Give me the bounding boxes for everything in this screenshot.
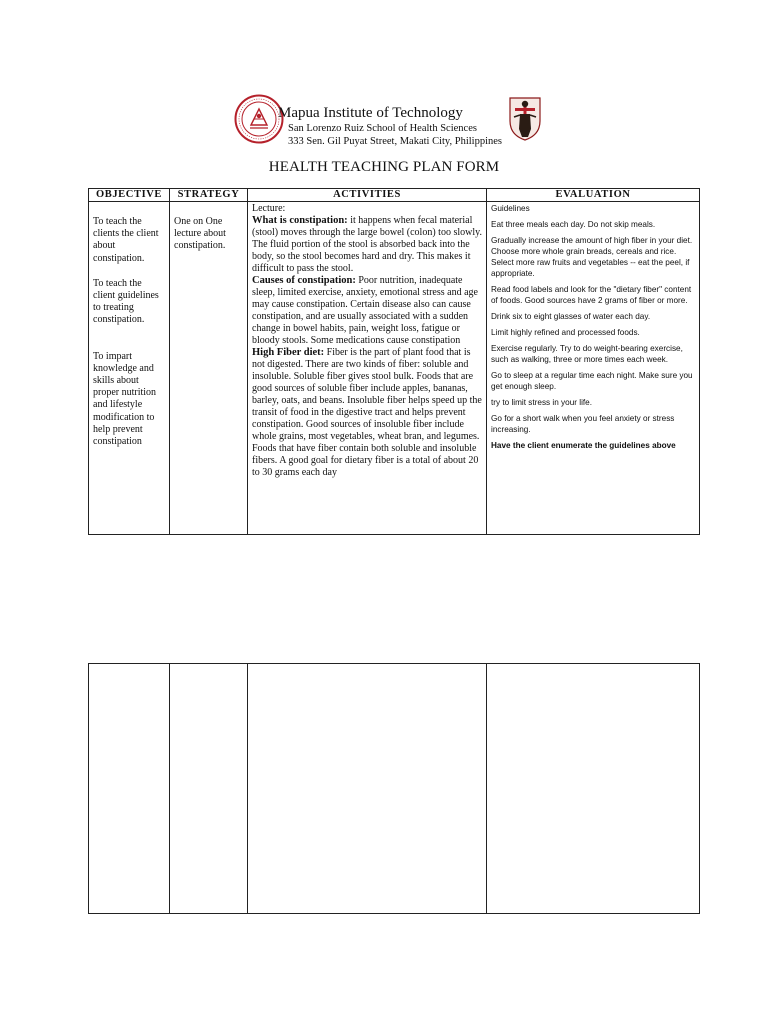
blank-continuation-table bbox=[88, 663, 700, 914]
empty-cell bbox=[170, 664, 248, 914]
guideline-item: Limit highly refined and processed foods. bbox=[491, 328, 640, 337]
section-heading: High Fiber diet: bbox=[252, 347, 325, 358]
table-header-row bbox=[89, 189, 700, 202]
guidelines-heading: Guidelines bbox=[491, 204, 530, 213]
guideline-item: Go for a short walk when you feel anxiety or stress increasing. bbox=[491, 414, 675, 434]
guideline-item: Gradually increase the amount of high fiber in your diet. Choose more whole grain breads, cereals and rice. Select more raw fruits and vegetables -- eat the peel, if appropriate. bbox=[491, 236, 693, 278]
objective-item: To teach the clients the client about constipation. bbox=[93, 216, 159, 264]
institution-name: Mapua Institute of Technology bbox=[278, 105, 463, 121]
school-address: 333 Sen. Gil Puyat Street, Makati City, Philippines bbox=[288, 136, 502, 147]
section-heading: What is constipation: bbox=[252, 215, 348, 226]
objective-header: OBJECTIVE bbox=[89, 189, 170, 202]
objective-item: To impart knowledge and skills about proper nutrition and lifestyle modification to help prevent constipation bbox=[93, 350, 157, 448]
activities-cell bbox=[248, 202, 487, 535]
school-emblem-icon bbox=[506, 95, 544, 141]
activities-header: ACTIVITIES bbox=[248, 189, 487, 202]
table-row bbox=[89, 664, 700, 914]
section-text: Fiber is the part of plant food that is not digested. There are two kinds of fiber: soluble and insoluble. Soluble fiber gives stool bulk. Foods that are good sources of soluble fiber include apples, bananas, barley, oats, and beans. Insoluble fiber helps speed up the transit of food in the digestive tract and helps prevent constipation. Good sources of insoluble fiber include whole grains, most vegetables, wheat bran, and legumes. Foods that have fiber contain both soluble and insoluble fibers. A good goal for dietary fiber is a total of about 20 to 30 grams each day bbox=[252, 347, 482, 478]
empty-cell bbox=[248, 664, 487, 914]
guideline-item: Eat three meals each day. Do not skip meals. bbox=[491, 220, 656, 229]
lecture-label: Lecture: bbox=[252, 203, 286, 214]
school-name: San Lorenzo Ruiz School of Health Sciences bbox=[288, 123, 477, 134]
guideline-item: Exercise regularly. Try to do weight-bearing exercise, such as walking, three or more times each week. bbox=[491, 344, 683, 364]
table-row bbox=[89, 202, 700, 535]
guideline-item: Read food labels and look for the "dietary fiber" content of foods. Good sources have 2 grams of fiber or more. bbox=[491, 285, 692, 305]
guideline-item: Drink six to eight glasses of water each day. bbox=[491, 312, 651, 321]
guideline-item: Go to sleep at a regular time each night. Make sure you get enough sleep. bbox=[491, 371, 693, 391]
strategy-header: STRATEGY bbox=[170, 189, 248, 202]
activity-section bbox=[252, 347, 482, 479]
strategy-cell bbox=[170, 202, 248, 535]
evaluation-header: EVALUATION bbox=[487, 189, 700, 202]
teaching-plan-table bbox=[88, 188, 700, 535]
empty-cell bbox=[487, 664, 700, 914]
activity-section bbox=[252, 275, 482, 347]
strategy-text: One on One lecture about constipation. bbox=[174, 216, 226, 252]
document-header bbox=[0, 92, 768, 152]
activity-section bbox=[252, 215, 482, 275]
institute-seal-icon bbox=[234, 94, 284, 144]
evaluation-cell bbox=[487, 202, 700, 535]
objective-cell bbox=[89, 202, 170, 535]
evaluation-instruction: Have the client enumerate the guidelines above bbox=[491, 441, 676, 450]
section-heading: Causes of constipation: bbox=[252, 275, 356, 286]
form-title: HEALTH TEACHING PLAN FORM bbox=[268, 159, 500, 175]
section-text: Poor nutrition, inadequate sleep, limited exercise, anxiety, emotional stress and age may cause constipation. Certain disease also can cause constipation, and are usually associated with a sudden change in bowel habits, pain, weight loss, fatigue or bloody stools. Some medications cause constipation bbox=[252, 275, 478, 346]
objective-item: To teach the client guidelines to treating constipation. bbox=[93, 277, 159, 326]
section-text: it happens when fecal material (stool) moves through the large bowel (colon) too slowly. The fluid portion of the stool is absorbed back into the body, so the stool becomes hard and dry. This makes it difficult to pass the stool. bbox=[252, 215, 482, 274]
guideline-item: try to limit stress in your life. bbox=[491, 398, 593, 407]
empty-cell bbox=[89, 664, 170, 914]
